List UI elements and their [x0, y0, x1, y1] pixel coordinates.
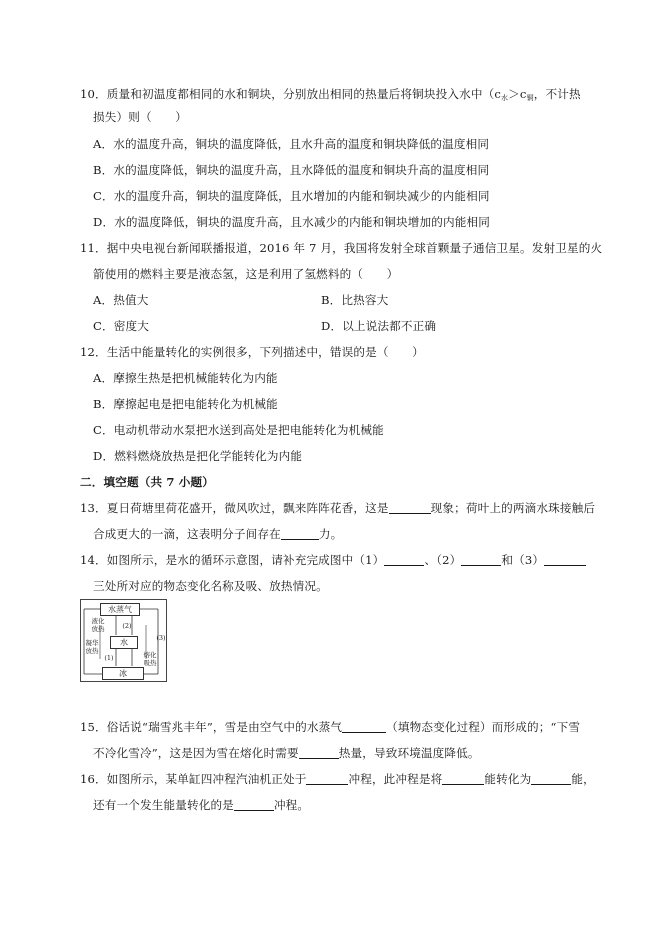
q13-text: 现象；荷叶上的两滴水珠接触后 [430, 501, 596, 515]
answer-blank[interactable] [342, 720, 386, 733]
diagram-ice: 冰 [102, 667, 144, 680]
label-absorb: 吸热 [143, 659, 157, 667]
q15-text: 15．俗话说“瑞雪兆丰年”，雪是由空气中的水蒸气 [80, 720, 343, 734]
answer-blank[interactable] [299, 746, 339, 759]
answer-blank[interactable] [461, 553, 501, 566]
q13-text: 13．夏日荷塘里荷花盛开，微风吹过，飘来阵阵花香，这是 [80, 501, 389, 515]
q10-option-d[interactable]: D．水的温度降低，铜块的温度升高，且水减少的内能和铜块增加的内能相同 [93, 215, 490, 229]
q15-line2 [93, 745, 480, 761]
label-release: 放热 [91, 625, 105, 633]
q10-line2: 损失）则（ ） [93, 110, 187, 124]
label-n3: (3) [156, 634, 166, 642]
q14-text: 和（3） [501, 553, 545, 567]
q11-line2: 箭使用的燃料主要是液态氢，这是利用了氢燃料的（ ） [93, 267, 399, 281]
diagram-steam: 水蒸气 [100, 603, 140, 616]
answer-blank[interactable] [281, 527, 319, 540]
q11-line1: 11．据中央电视台新闻联播报道，2016 年 7 月，我国将发射全球首颗量子通信卫星。发射卫星的火 [80, 241, 603, 255]
q15-line1 [80, 719, 580, 735]
q11-option-a[interactable]: A．热值大 [93, 293, 149, 307]
greater-than: ＞ [508, 87, 520, 101]
q10-stem-tail: ，不计热 [533, 87, 581, 101]
q16-line1 [80, 771, 595, 787]
answer-blank[interactable] [544, 553, 586, 566]
answer-blank[interactable] [442, 772, 484, 785]
label-liquefy: 液化 [91, 617, 105, 625]
water-cycle-diagram [80, 599, 168, 682]
q16-text: 还有一个发生能量转化的是 [93, 798, 234, 812]
q16-text: 冲程。 [273, 798, 310, 812]
q10-option-a[interactable]: A．水的温度升高，铜块的温度降低，且水升高的温度和铜块降低的温度相同 [93, 137, 490, 151]
label-melt: 熔化 [143, 651, 157, 659]
section-heading: 二．填空题（共 7 小题） [80, 475, 215, 489]
answer-blank[interactable] [384, 553, 424, 566]
answer-blank[interactable] [531, 772, 571, 785]
q13-line1 [80, 500, 595, 516]
answer-blank[interactable] [234, 798, 274, 811]
q11-option-d[interactable]: D．以上说法都不正确 [321, 319, 437, 333]
c-symbol: c [519, 87, 527, 101]
q13-text: 力。 [318, 527, 343, 541]
q12-option-d[interactable]: D．燃料燃烧放热是把化学能转化为内能 [93, 449, 303, 463]
q12-line1: 12．生活中能量转化的实例很多，下列描述中，错误的是（ ） [80, 345, 424, 359]
q14-text: 14．如图所示，是水的循环示意图，请补充完成图中（1） [80, 553, 385, 567]
q14-line2: 三处所对应的物态变化名称及吸、放热情况。 [93, 579, 328, 593]
q14-line1 [80, 552, 586, 568]
q10-stem: 10．质量和初温度都相同的水和铜块，分别放出相同的热量后将铜块投入水中（ [80, 87, 495, 101]
q16-text: 能转化为 [484, 772, 532, 786]
label-condense: 凝华 [85, 639, 99, 647]
q12-option-c[interactable]: C．电动机带动水泵把水送到高处是把电能转化为机械能 [93, 423, 384, 437]
q10-option-c[interactable]: C．水的温度升高，铜块的温度降低，且水增加的内能和铜块减少的内能相同 [93, 189, 490, 203]
q13-text: 合成更大的一滴，这表明分子间存在 [93, 527, 281, 541]
q15-text: （填物态变化过程）而形成的；“下雪 [386, 720, 581, 734]
q12-option-a[interactable]: A．摩擦生热是把机械能转化为内能 [93, 371, 278, 385]
q16-text: 冲程，此冲程是将 [348, 772, 443, 786]
subscript-copper: 铜 [526, 94, 534, 102]
q14-text: 、（2） [424, 553, 462, 567]
q13-line2 [93, 526, 342, 542]
q11-option-b[interactable]: B．比热容大 [321, 293, 389, 307]
q16-text: 16．如图所示，某单缸四冲程汽油机正处于 [80, 772, 307, 786]
answer-blank[interactable] [389, 501, 431, 514]
answer-blank[interactable] [306, 772, 348, 785]
q11-option-c[interactable]: C．密度大 [93, 319, 149, 333]
label-release: 放热 [85, 647, 99, 655]
label-n2: (2) [122, 622, 132, 630]
label-n1: (1) [104, 654, 114, 662]
q15-text: 热量，导致环境温度降低。 [338, 746, 480, 760]
diagram-water: 水 [110, 636, 138, 649]
q12-option-b[interactable]: B．摩擦起电是把电能转化为机械能 [93, 397, 278, 411]
c-symbol: c [494, 87, 501, 101]
q16-line2 [93, 797, 309, 813]
q16-text: 能， [571, 772, 595, 786]
q10-line1 [80, 86, 581, 106]
q10-option-b[interactable]: B．水的温度降低，铜块的温度升高，且水降低的温度和铜块升高的温度相同 [93, 163, 490, 177]
subscript-water: 水 [501, 94, 509, 102]
q15-text: 不冷化雪冷”，这是因为雪在熔化时需要 [93, 746, 299, 760]
